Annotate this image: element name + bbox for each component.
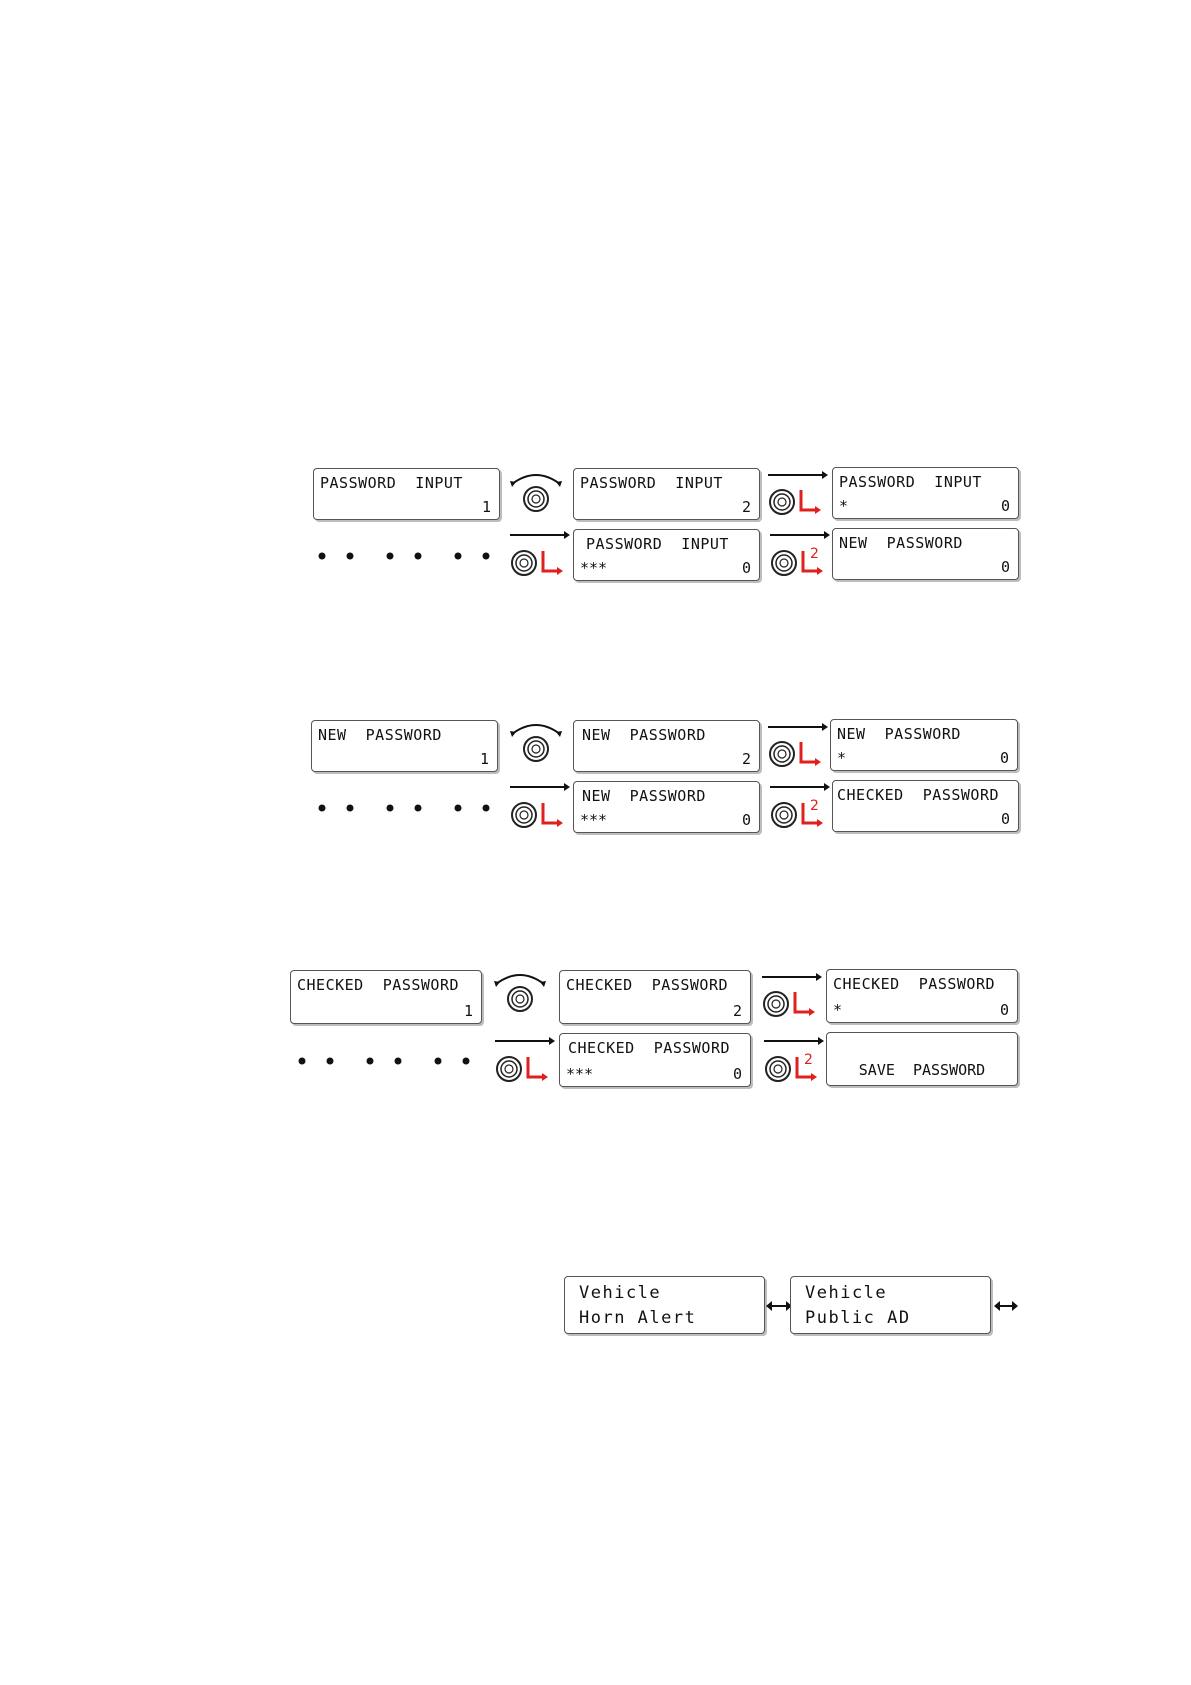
double-arrow-icon bbox=[766, 1298, 792, 1312]
rotary-knob-icon bbox=[508, 722, 564, 764]
lcd-line1: CHECKED PASSWORD bbox=[566, 976, 729, 994]
lcd-line2: *** bbox=[566, 1065, 594, 1083]
lcd-value: 2 bbox=[741, 498, 751, 516]
press-enter-icon bbox=[510, 782, 570, 830]
lcd-value: 2 bbox=[732, 1002, 742, 1020]
double-press-icon bbox=[770, 530, 830, 578]
rotary-knob-icon bbox=[492, 972, 548, 1014]
lcd-line1: NEW PASSWORD bbox=[837, 725, 961, 743]
lcd-line1: NEW PASSWORD bbox=[582, 726, 706, 744]
lcd-new-password-stars bbox=[573, 781, 760, 833]
lcd-line1: CHECKED PASSWORD bbox=[833, 975, 996, 993]
lcd-line2: * bbox=[833, 1001, 843, 1019]
press-enter-icon bbox=[510, 530, 570, 578]
lcd-line1: CHECKED PASSWORD bbox=[568, 1039, 731, 1057]
lcd-line1: NEW PASSWORD bbox=[318, 726, 442, 744]
lcd-value: 0 bbox=[999, 749, 1009, 767]
lcd-value: 0 bbox=[1000, 810, 1010, 828]
double-press-icon bbox=[764, 1036, 824, 1084]
menu-line2: Horn Alert bbox=[579, 1308, 697, 1328]
ellipsis-dots bbox=[310, 548, 495, 562]
lcd-line1: NEW PASSWORD bbox=[839, 534, 963, 552]
lcd-value: 2 bbox=[741, 750, 751, 768]
lcd-new-password-star bbox=[830, 719, 1018, 771]
press-enter-icon bbox=[495, 1036, 555, 1084]
lcd-line1: PASSWORD INPUT bbox=[580, 474, 723, 492]
ellipsis-dots bbox=[290, 1053, 475, 1067]
lcd-line1: PASSWORD INPUT bbox=[839, 473, 982, 491]
double-arrow-icon bbox=[994, 1298, 1018, 1312]
lcd-checked-password-star bbox=[826, 969, 1018, 1023]
lcd-line2: SAVE PASSWORD bbox=[858, 1061, 986, 1079]
press-enter-icon bbox=[768, 470, 828, 518]
svg-text:2: 2 bbox=[810, 546, 819, 562]
lcd-password-input-1 bbox=[313, 468, 500, 520]
lcd-password-input-stars bbox=[573, 529, 760, 581]
lcd-value: 0 bbox=[1000, 558, 1010, 576]
lcd-password-input-2 bbox=[573, 468, 760, 520]
lcd-checked-password-stars bbox=[559, 1033, 751, 1087]
menu-item-public-ad[interactable] bbox=[790, 1276, 991, 1334]
lcd-line2: *** bbox=[580, 811, 608, 829]
menu-line2: Public AD bbox=[805, 1308, 911, 1328]
lcd-value: 0 bbox=[732, 1065, 742, 1083]
lcd-checked-password-1 bbox=[290, 970, 482, 1024]
lcd-value: 1 bbox=[479, 750, 489, 768]
lcd-line2: * bbox=[839, 497, 849, 515]
lcd-line1: PASSWORD INPUT bbox=[586, 535, 729, 553]
lcd-line1: NEW PASSWORD bbox=[582, 787, 706, 805]
double-press-icon bbox=[770, 782, 830, 830]
lcd-line1: CHECKED PASSWORD bbox=[837, 786, 1000, 804]
lcd-password-input-star bbox=[832, 467, 1019, 519]
lcd-save-password bbox=[826, 1032, 1018, 1086]
lcd-line1: PASSWORD INPUT bbox=[320, 474, 463, 492]
svg-text:2: 2 bbox=[804, 1052, 813, 1068]
lcd-value: 0 bbox=[1000, 497, 1010, 515]
lcd-value: 0 bbox=[999, 1001, 1009, 1019]
press-enter-icon bbox=[768, 722, 828, 770]
menu-item-horn-alert[interactable] bbox=[564, 1276, 765, 1334]
lcd-new-password-1 bbox=[311, 720, 498, 772]
menu-line1: Vehicle bbox=[805, 1283, 888, 1303]
lcd-value: 1 bbox=[481, 498, 491, 516]
lcd-new-password-2 bbox=[573, 720, 760, 772]
lcd-checked-password-2 bbox=[559, 970, 751, 1024]
lcd-value: 0 bbox=[741, 559, 751, 577]
rotary-knob-icon bbox=[508, 472, 564, 514]
lcd-line2: * bbox=[837, 749, 847, 767]
menu-line1: Vehicle bbox=[579, 1283, 662, 1303]
lcd-value: 0 bbox=[741, 811, 751, 829]
lcd-value: 1 bbox=[463, 1002, 473, 1020]
press-enter-icon bbox=[762, 972, 822, 1020]
lcd-line2: *** bbox=[580, 559, 608, 577]
ellipsis-dots bbox=[310, 800, 495, 814]
lcd-new-password-0 bbox=[832, 528, 1019, 580]
svg-text:2: 2 bbox=[810, 798, 819, 814]
lcd-checked-password-0 bbox=[832, 780, 1019, 832]
lcd-line1: CHECKED PASSWORD bbox=[297, 976, 460, 994]
